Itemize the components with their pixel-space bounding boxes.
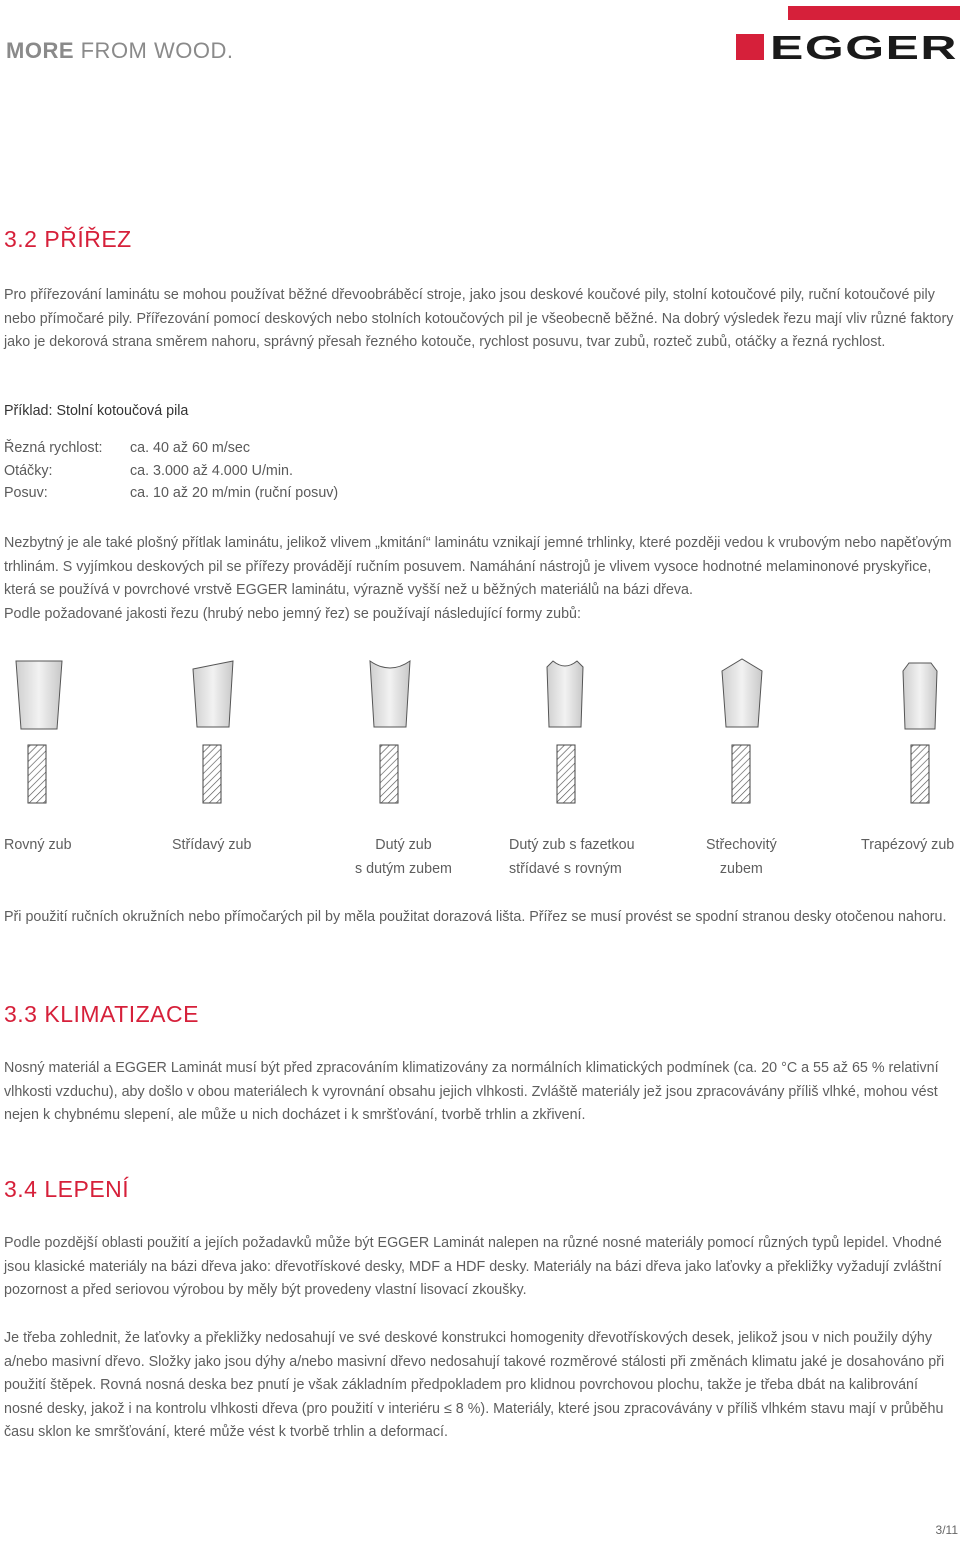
specs-list [4, 437, 338, 505]
tooth-hollow-figure [366, 655, 426, 807]
spec-row-rpm: Otáčky: ca. 3.000 až 4.000 U/min. [4, 462, 293, 479]
tooth-trapezoid-figure [897, 655, 957, 807]
section-title-3-4: 3.4 LEPENÍ [4, 1176, 130, 1202]
caption-roof-tooth: Střechovitý zubem [706, 837, 777, 877]
paragraph-gluing-1: Podle pozdější oblasti použití a jejích požadavků může být EGGER Laminát nalepen na různé nosné materiály pomocí různých typů lepidel. Vhodné jsou klasické materiály na bázi dřeva jako: dřevotřískové desky, MDF a HDF desky. Materiály na bázi dřeva jako laťovky a překližky vyžadují zvláštní pozornost a před seriovou výrobou by měly být provedeny vlastní lisovací zkoušky. [4, 1235, 942, 1298]
paragraph-pressure: Nezbytný je ale také plošný přítlak laminátu, jelikož vlivem „kmitání“ laminátu vznikají jemné trhlinky, které později vedou k vrubovým nebo napěťovým trhlinám. S vyjímkou deskových pil se přířezy provádějí ručním posuvem. Namáhání nástrojů je vlivem vysoce hodnotné melaminonové pryskyřice, která se používá v povrchové vrstvě EGGER laminátu, výrazně vyšší než u běžných materiálů na bázi dřeva. Podle požadované jakosti řezu (hrubý nebo jemný řez) se používají následující formy zubů: [4, 535, 952, 622]
caption-straight-tooth: Rovný zub [4, 837, 72, 853]
spec-row-feed: Posuv: ca. 10 až 20 m/min (ruční posuv) [4, 485, 339, 501]
tooth-straight-figure [14, 655, 74, 807]
caption-hollow-tooth: Dutý zub s dutým zubem [355, 837, 452, 877]
svg-text:EGGER: EGGER [770, 29, 958, 62]
paragraph-gluing-2: Je třeba zohlednit, že laťovky a překližky nedosahují ve své deskové konstrukci homogenity dřevotřískových desek, jelikož jsou v nich použily dýhy a/nebo masivní dřevo. Složky jako jsou dýhy a/nebo masivní dřevo nedosahují takové rozměrové stálosti při změnách klimatu jaké je dosahováno při použití štěpek. Rovná nosná deska bez pnutí je však základním předpokladem pro klidnou povrchovou plochu, takže je třeba dbát na kalibrování nosné desky, jakož i na kontrolu vlhkosti dřeva (pro použití v interiéru ≤ 8 %). Materiály, které jsou zpracovávány v příliš vlhkém stavu mají v průběhu času sklon ke smršťování, které může vést k tvorbě trhlin a deformací. [4, 1330, 945, 1440]
caption-hollow-bevel-tooth: Dutý zub s fazetkou střídavé s rovným [509, 837, 635, 877]
spec-row-speed: Řezná rychlost: ca. 40 až 60 m/sec [4, 440, 250, 456]
paragraph-intro: Pro přířezování laminátu se mohou používat běžné dřevoobráběcí stroje, jako jsou deskové koučové pily, stolní kotoučové pily, ruční kotoučové pily nebo přímočaré pily. Přířezování pomocí deskových nebo stolních kotoučových pil je všeobecně běžné. Na dobrý výsledek řezu mají vliv různé faktory jako je dekorová strana směrem nahoru, správný přesah řezného kotouče, rychlost posuvu, tvar zubů, rozteč zubů, otáčky a řezná rychlost. [4, 287, 954, 350]
egger-logo [736, 6, 960, 62]
tooth-hollow-bevel-figure [541, 655, 601, 807]
example-title: Příklad: Stolní kotoučová pila [4, 403, 189, 419]
page-number: 3/11 [935, 1523, 958, 1537]
paragraph-conditioning: Nosný materiál a EGGER Laminát musí být před zpracováním klimatizovány za normálních klimatických podmínek (ca. 20 °C a 55 až 65 % relativní vlhkosti vzduchu), aby došlo v obou materiálech k vyrovnání obsahu jejich vlhkosti. Zvláště materiály jež jsou zpracovávány příliš vlhké, mohou vést nejen k chybnému slepení, ale může u nich docházet i k smršťování, tvorbě trhlin a zkřivení. [4, 1060, 939, 1123]
tooth-roof-figure [718, 655, 778, 807]
paragraph-hand-saws: Při použití ručních okružních nebo přímočarých pil by měla použitat dorazová lišta. Přířez se musí provést se spodní stranou desky otočenou nahoru. [4, 909, 947, 925]
caption-alternate-tooth: Střídavý zub [172, 837, 252, 853]
section-title-3-3: 3.3 KLIMATIZACE [4, 1001, 199, 1027]
tagline: MORE FROM WOOD. [6, 38, 234, 63]
caption-trapezoid-tooth: Trapézový zub [861, 837, 955, 853]
tooth-alternate-figure [187, 655, 247, 807]
section-title-3-2: 3.2 PŘÍŘEZ [4, 226, 132, 252]
